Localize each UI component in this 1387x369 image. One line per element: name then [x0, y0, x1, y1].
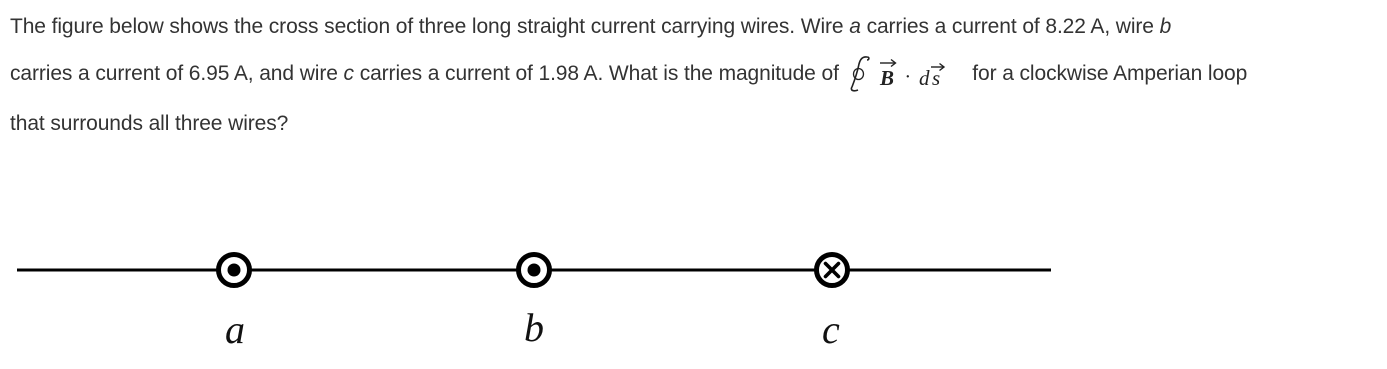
- question-text-segment: that surrounds all three wires?: [10, 112, 289, 135]
- differential-d: d: [918, 66, 929, 91]
- wire-b-label: b: [524, 305, 544, 350]
- wire-b-name: b: [1159, 15, 1172, 38]
- wire-a-name: a: [849, 15, 861, 38]
- integral-circle-icon: [853, 69, 863, 80]
- field-symbol-b: B: [879, 66, 894, 91]
- path-element-s: s: [931, 66, 940, 91]
- line-integral-svg: [845, 54, 967, 94]
- closed-line-integral-formula: [845, 54, 967, 94]
- wire-a-dot-in-circle-icon: [219, 255, 250, 286]
- wire-b-dot-in-circle-icon: [519, 255, 550, 286]
- question-line-1: [10, 10, 1382, 44]
- question-line-3: [10, 104, 1382, 144]
- question-line-2: [10, 44, 1382, 104]
- question-text-segment: carries a current of 8.22 A, wire: [860, 15, 1160, 38]
- question-text-segment: The figure below shows the cross section of three long straight current carrying wires. Wire: [10, 15, 850, 38]
- wire-c-label: c: [822, 307, 840, 352]
- question-text: [10, 10, 1382, 144]
- question-text-segment: for a clockwise Amperian loop: [966, 62, 1248, 85]
- wire-c-cross-in-circle-icon: [817, 255, 848, 286]
- dot-operator: ·: [904, 66, 910, 89]
- wire-a-label: a: [225, 307, 245, 352]
- wire-cross-section-figure: [0, 230, 1387, 364]
- figure-svg: [0, 230, 1387, 364]
- question-text-segment: carries a current of 1.98 A. What is the magnitude of: [353, 62, 845, 85]
- question-text-segment: carries a current of 6.95 A, and wire: [10, 62, 344, 85]
- wire-c-name: c: [343, 62, 354, 85]
